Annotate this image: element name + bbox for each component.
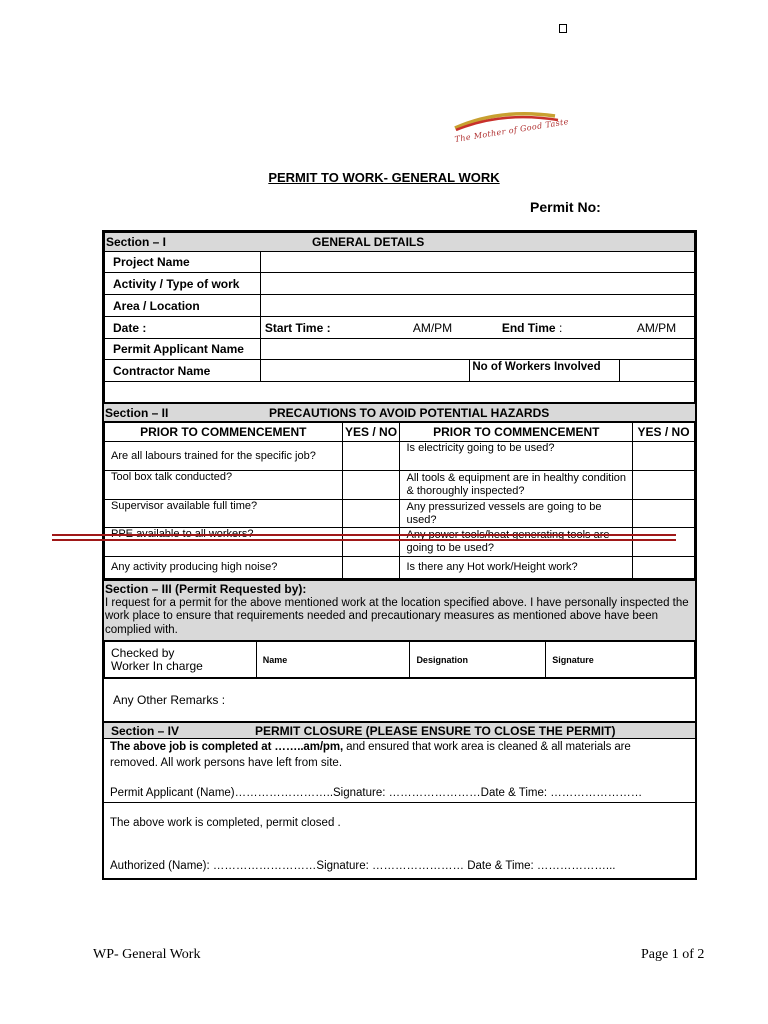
section-4-label: Section – IV	[111, 724, 180, 738]
yes-no-field[interactable]	[342, 500, 400, 528]
workers-involved-label: No of Workers Involved	[470, 360, 620, 382]
precaution-item: Supervisor available full time?	[105, 500, 343, 528]
precaution-item: Any pressurized vessels are going to be used?	[400, 500, 633, 528]
footer-page-number: Page 1 of 2	[641, 947, 705, 962]
yes-no-field[interactable]	[633, 471, 695, 500]
contractor-name-label: Contractor Name	[105, 360, 261, 382]
removed-text: removed. All work persons have left from site.	[110, 757, 343, 769]
end-time-label	[502, 321, 562, 335]
area-field[interactable]	[260, 295, 694, 317]
activity-label: Activity / Type of work	[105, 273, 261, 295]
signature-field[interactable]	[546, 642, 695, 678]
signature-label: Signature	[552, 654, 594, 665]
start-ampm: AM/PM	[412, 320, 453, 335]
end-time-colon: :	[555, 320, 563, 335]
applicant-signoff-line[interactable]: Permit Applicant (Name)……………………..Signature: ……………………Date & Time: ……………………	[110, 787, 643, 799]
remarks-field[interactable]	[104, 678, 695, 722]
logo-tagline: The Mother of Good Taste	[454, 117, 570, 144]
yes-no-field[interactable]	[633, 500, 695, 528]
precaution-item: All tools & equipment are in healthy condition & thoroughly inspected?	[400, 471, 633, 500]
permit-closed-block	[104, 803, 695, 878]
strike-line	[52, 539, 676, 541]
name-label: Name	[262, 654, 288, 665]
authorized-signoff-line[interactable]: Authorized (Name): ………………………Signature: …………………… Date & Time: ………………...	[110, 860, 616, 872]
yes-no-field[interactable]	[342, 557, 400, 579]
section-1-label: Section – I	[106, 235, 167, 249]
section-3-declaration: I request for a permit for the above mentioned work at the location specified above. I have personally inspected the work place to ensure that requirements needed and precautionary measures as mentioned above have been complied with.	[105, 596, 689, 636]
precaution-item: Tool box talk conducted?	[105, 471, 343, 500]
footer-document-name: WP- General Work	[93, 947, 201, 962]
section-4-header	[104, 722, 695, 739]
right-yesno-header: YES / NO	[633, 423, 695, 442]
precaution-item: Are all labours trained for the specific job?	[105, 442, 343, 471]
precaution-item: Is electricity going to be used?	[400, 442, 633, 471]
completion-time-text: The above job is completed at ……..am/pm,	[110, 741, 344, 753]
checked-by-label	[105, 642, 257, 678]
contractor-name-field[interactable]	[260, 360, 470, 382]
precautions-table	[104, 422, 695, 579]
general-details-table	[104, 232, 695, 403]
precaution-item: Is there any Hot work/Height work?	[400, 557, 633, 579]
section-2-heading: PRECAUTIONS TO AVOID POTENTIAL HAZARDS	[269, 406, 550, 420]
yes-no-field[interactable]	[633, 528, 695, 557]
yes-no-field[interactable]	[342, 471, 400, 500]
date-label: Date :	[105, 317, 261, 339]
permit-number-label: Permit No:	[530, 199, 601, 215]
precaution-item: going to be used?	[400, 528, 633, 557]
start-time-label: Start Time :	[264, 320, 331, 335]
activity-field[interactable]	[260, 273, 694, 295]
precaution-item: Any activity producing high noise?	[105, 557, 343, 579]
remarks-label: Any Other Remarks :	[113, 693, 226, 707]
blank-row	[105, 382, 695, 403]
section-3-block	[104, 579, 695, 641]
yes-no-field[interactable]	[633, 557, 695, 579]
section-1-header	[105, 233, 695, 252]
document-title: PERMIT TO WORK- GENERAL WORK	[268, 170, 500, 185]
right-prior-header: PRIOR TO COMMENCEMENT	[400, 423, 633, 442]
designation-label: Designation	[416, 654, 468, 665]
job-completion-block	[104, 739, 695, 803]
yes-no-field[interactable]	[342, 442, 400, 471]
applicant-name-field[interactable]	[260, 339, 694, 360]
strike-line	[52, 534, 676, 536]
area-label: Area / Location	[105, 295, 261, 317]
precaution-item	[105, 528, 343, 557]
yes-no-field[interactable]	[633, 442, 695, 471]
worker-in-charge-text: Worker In charge	[111, 658, 203, 673]
designation-field[interactable]	[410, 642, 546, 678]
permit-closed-text: The above work is completed, permit closed .	[110, 817, 341, 829]
end-time-text: End Time	[501, 320, 556, 335]
completion-line	[110, 741, 631, 753]
applicant-name-label: Permit Applicant Name	[105, 339, 261, 360]
time-row[interactable]	[260, 317, 694, 339]
left-yesno-header: YES / NO	[342, 423, 400, 442]
workers-involved-field[interactable]	[620, 360, 695, 382]
checkbox-mark	[559, 24, 567, 33]
end-ampm: AM/PM	[636, 320, 677, 335]
checked-by-table	[104, 641, 695, 678]
completion-rest-text: and ensured that work area is cleaned & all materials are	[343, 741, 631, 753]
yes-no-field[interactable]	[342, 528, 400, 557]
left-prior-header: PRIOR TO COMMENCEMENT	[105, 423, 343, 442]
name-field[interactable]	[256, 642, 410, 678]
project-name-label: Project Name	[105, 252, 261, 273]
checked-by-text: Checked by	[111, 645, 175, 660]
section-2-header	[104, 403, 695, 422]
section-3-title: Section – III (Permit Requested by):	[105, 582, 307, 596]
project-name-field[interactable]	[260, 252, 694, 273]
section-2-label: Section – II	[105, 406, 169, 420]
permit-form	[102, 230, 697, 880]
company-logo	[450, 106, 570, 146]
section-1-heading: GENERAL DETAILS	[312, 235, 425, 249]
section-4-heading: PERMIT CLOSURE (PLEASE ENSURE TO CLOSE THE PERMIT)	[255, 724, 616, 738]
